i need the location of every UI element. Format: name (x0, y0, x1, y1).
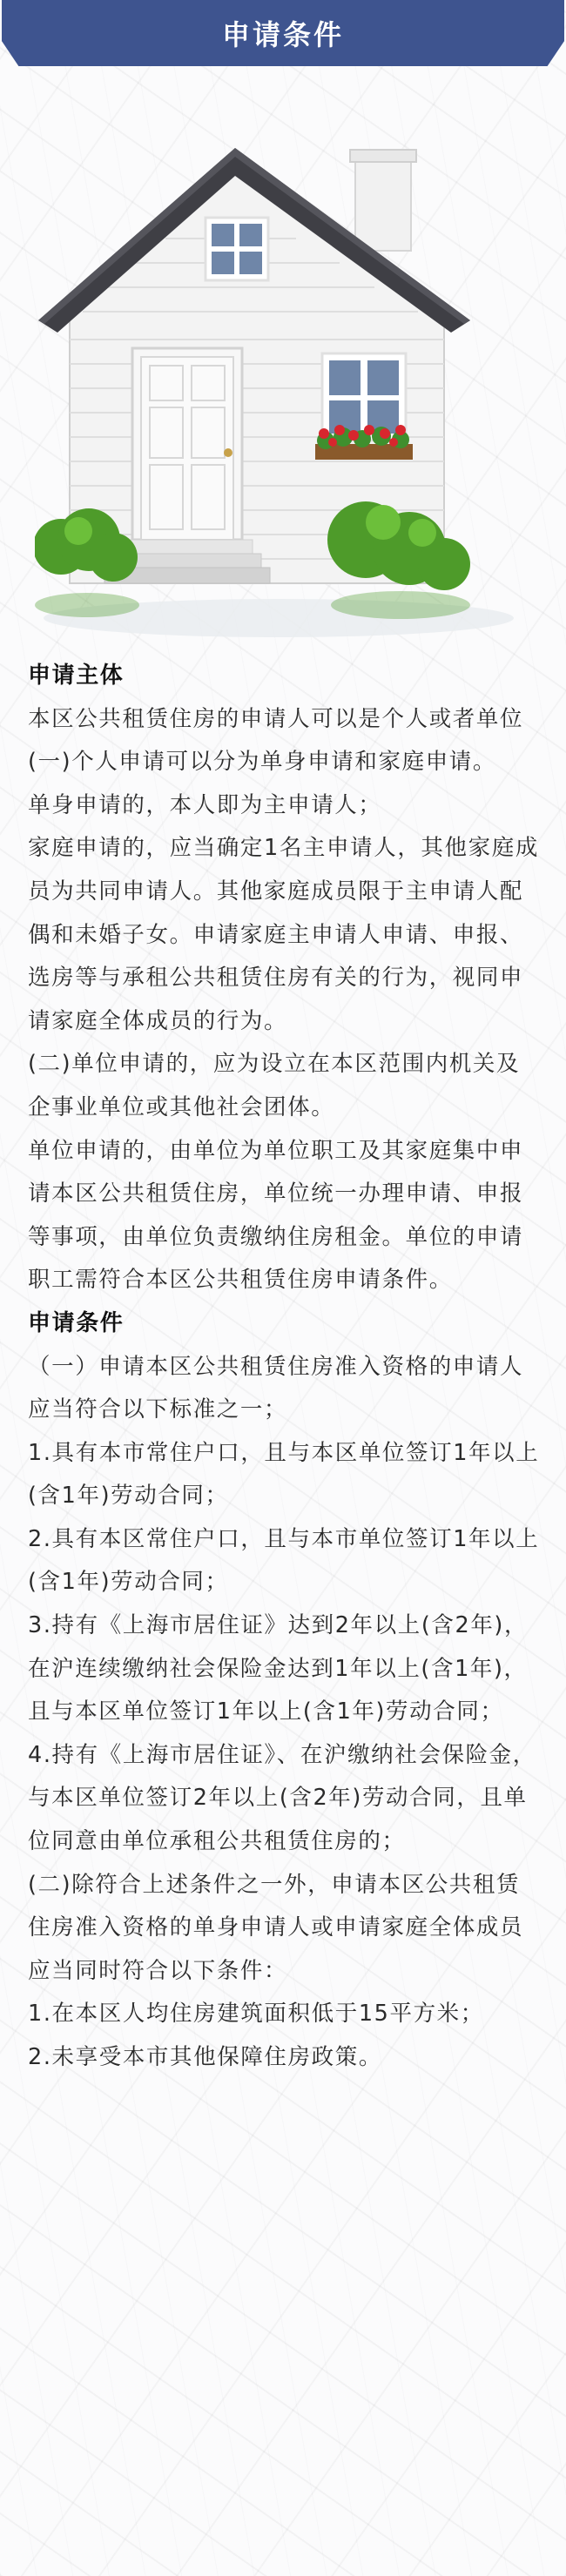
paragraph: 2.未享受本市其他保障住房政策。 (28, 2044, 382, 2070)
paragraph: 1.在本区人均住房建筑面积低于15平方米； (28, 2001, 484, 2028)
header-banner (0, 0, 566, 71)
paragraph: 单身申请的，本人即为主申请人； (28, 791, 382, 818)
paragraph: 2.具有本区常住户口，且与本市单位签订1年以上(含1年)劳动合同； (28, 1525, 540, 1596)
content (28, 655, 542, 2080)
section-heading: 申请主体 (28, 662, 125, 689)
paragraph: （一）申请本区公共租赁住房准入资格的申请人应当符合以下标准之一； (28, 1353, 524, 1423)
paragraph: (二)单位申请的，应为设立在本区范围内机关及企事业单位或其他社会团体。 (28, 1051, 521, 1120)
paragraph: (一)个人申请可以分为单身申请和家庭申请。 (28, 749, 496, 776)
house-illustration (35, 131, 522, 644)
paragraph: 3.持有《上海市居住证》达到2年以上(含2年)，在沪连续缴纳社会保险金达到1年以上(含1年)，且与本区单位签订1年以上(含1年)劳动合同； (28, 1612, 529, 1725)
paragraph: 4.持有《上海市居住证》、在沪缴纳社会保险金，与本区单位签订2年以上(含2年)劳动合同，且单位同意由单位承租公共租赁住房的； (28, 1741, 536, 1855)
page-title: 申请条件 (221, 18, 344, 51)
paragraph: 1.具有本市常住户口，且与本区单位签订1年以上(含1年)劳动合同； (28, 1439, 540, 1510)
section-heading: 申请条件 (28, 1309, 125, 1336)
paragraph: (二)除符合上述条件之一外，申请本区公共租赁住房准入资格的单身申请人或申请家庭全体成员应当同时符合以下条件： (28, 1871, 524, 1984)
paragraph: 单位申请的，由单位为单位职工及其家庭集中申请本区公共租赁住房，单位统一办理申请、申报等事项，由单位负责缴纳住房租金。单位的申请职工需符合本区公共租赁住房申请条件。 (28, 1137, 524, 1294)
paragraph: 本区公共租赁住房的申请人可以是个人或者单位 (28, 705, 524, 732)
paragraph: 家庭申请的，应当确定1名主申请人，其他家庭成员为共同申请人。其他家庭成员限于主申请人配偶和未婚子女。申请家庭主申请人申请、申报、选房等与承租公共租赁住房有关的行为，视同申请家庭全体成员的行为。 (28, 835, 539, 1034)
house-icon (35, 131, 522, 644)
